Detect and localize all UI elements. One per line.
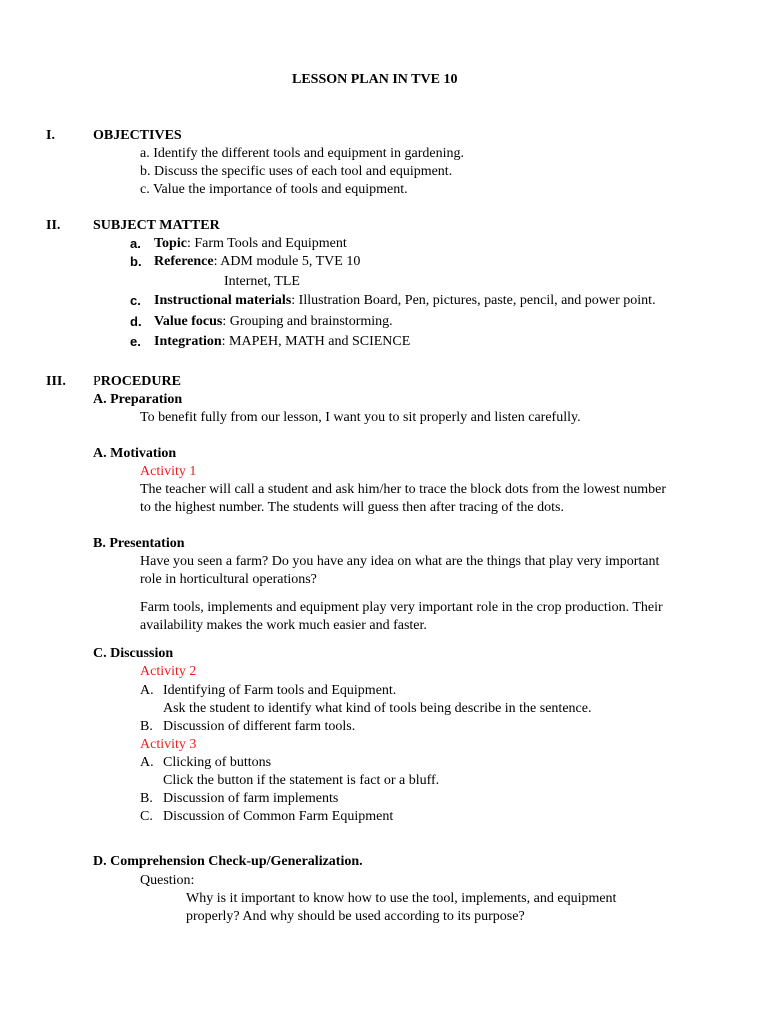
subheading-motivation: A. Motivation <box>93 446 177 461</box>
discussion-item-letter: B. <box>140 791 153 806</box>
objective-item: c. Value the importance of tools and equipment. <box>140 182 408 197</box>
question-label: Question: <box>140 873 195 888</box>
subject-item-value: : Farm Tools and Equipment <box>186 236 347 251</box>
discussion-item-text: Discussion of Common Farm Equipment <box>163 809 394 824</box>
subject-item-value: : MAPEH, MATH and SCIENCE <box>221 334 411 349</box>
procedure-heading-rest: ROCEDURE <box>100 374 181 389</box>
discussion-item-text: Clicking of buttons <box>163 755 272 770</box>
activity-label: Activity 1 <box>140 464 197 479</box>
motivation-text-line: The teacher will call a student and ask him/her to trace the block dots from the lowest number <box>140 482 666 497</box>
subject-item-materials <box>154 292 656 310</box>
subject-item-letter: d. <box>130 314 142 329</box>
discussion-item-text: Discussion of different farm tools. <box>163 719 356 734</box>
section-numeral-objectives: I. <box>46 128 55 143</box>
subject-item-letter: c. <box>130 293 141 308</box>
subheading-preparation: A. Preparation <box>93 392 183 407</box>
subject-item-label: Instructional materials <box>154 293 292 308</box>
section-heading-procedure <box>93 373 181 391</box>
section-heading-subject-matter: SUBJECT MATTER <box>93 218 220 233</box>
subject-item-value-focus <box>154 313 393 331</box>
subheading-discussion: C. Discussion <box>93 646 174 661</box>
discussion-item-letter: A. <box>140 755 154 770</box>
subject-item-label: Reference <box>154 254 214 269</box>
question-text-line: properly? And why should be used according to its purpose? <box>186 909 525 924</box>
preparation-text: To benefit fully from our lesson, I want you to sit properly and listen carefully. <box>140 410 581 425</box>
subject-item-letter: a. <box>130 236 141 251</box>
subheading-comprehension: D. Comprehension Check-up/Generalization. <box>93 854 363 869</box>
discussion-item-subtext: Ask the student to identify what kind of tools being describe in the sentence. <box>163 701 592 716</box>
section-heading-objectives: OBJECTIVES <box>93 128 182 143</box>
subject-item-label: Topic <box>154 236 187 251</box>
subject-reference-continued: Internet, TLE <box>224 274 300 289</box>
subject-item-reference <box>154 253 360 271</box>
presentation-text-line: Farm tools, implements and equipment play very important role in the crop production. Their <box>140 600 663 615</box>
objective-item: a. Identify the different tools and equipment in gardening. <box>140 146 464 161</box>
discussion-item-subtext: Click the button if the statement is fact or a bluff. <box>163 773 440 788</box>
subject-item-value: : Illustration Board, Pen, pictures, paste, pencil, and power point. <box>291 293 656 308</box>
section-numeral-subject-matter: II. <box>46 218 61 233</box>
subject-item-letter: b. <box>130 254 142 269</box>
activity-label: Activity 3 <box>140 737 197 752</box>
objective-item: b. Discuss the specific uses of each tool and equipment. <box>140 164 453 179</box>
subject-item-label: Integration <box>154 334 222 349</box>
discussion-item-letter: A. <box>140 683 154 698</box>
section-numeral-procedure: III. <box>46 374 66 389</box>
question-text-line: Why is it important to know how to use the tool, implements, and equipment <box>186 891 617 906</box>
subject-item-integration <box>154 333 410 351</box>
subject-item-value: : Grouping and brainstorming. <box>222 314 393 329</box>
activity-label: Activity 2 <box>140 664 197 679</box>
subject-item-label: Value focus <box>154 314 223 329</box>
discussion-item-text: Identifying of Farm tools and Equipment. <box>163 683 397 698</box>
subject-item-value: : ADM module 5, TVE 10 <box>213 254 361 269</box>
subject-item-topic <box>154 235 347 253</box>
presentation-text-line: Have you seen a farm? Do you have any idea on what are the things that play very important <box>140 554 660 569</box>
presentation-text-line: availability makes the work much easier and faster. <box>140 618 427 633</box>
presentation-text-line: role in horticultural operations? <box>140 572 317 587</box>
procedure-heading-initial: P <box>93 374 101 389</box>
discussion-item-letter: B. <box>140 719 153 734</box>
subject-item-letter: e. <box>130 334 141 349</box>
discussion-item-letter: C. <box>140 809 153 824</box>
discussion-item-text: Discussion of farm implements <box>163 791 339 806</box>
motivation-text-line: to the highest number. The students will guess then after tracing of the dots. <box>140 500 564 515</box>
subheading-presentation: B. Presentation <box>93 536 185 551</box>
document-title: LESSON PLAN IN TVE 10 <box>292 72 458 87</box>
